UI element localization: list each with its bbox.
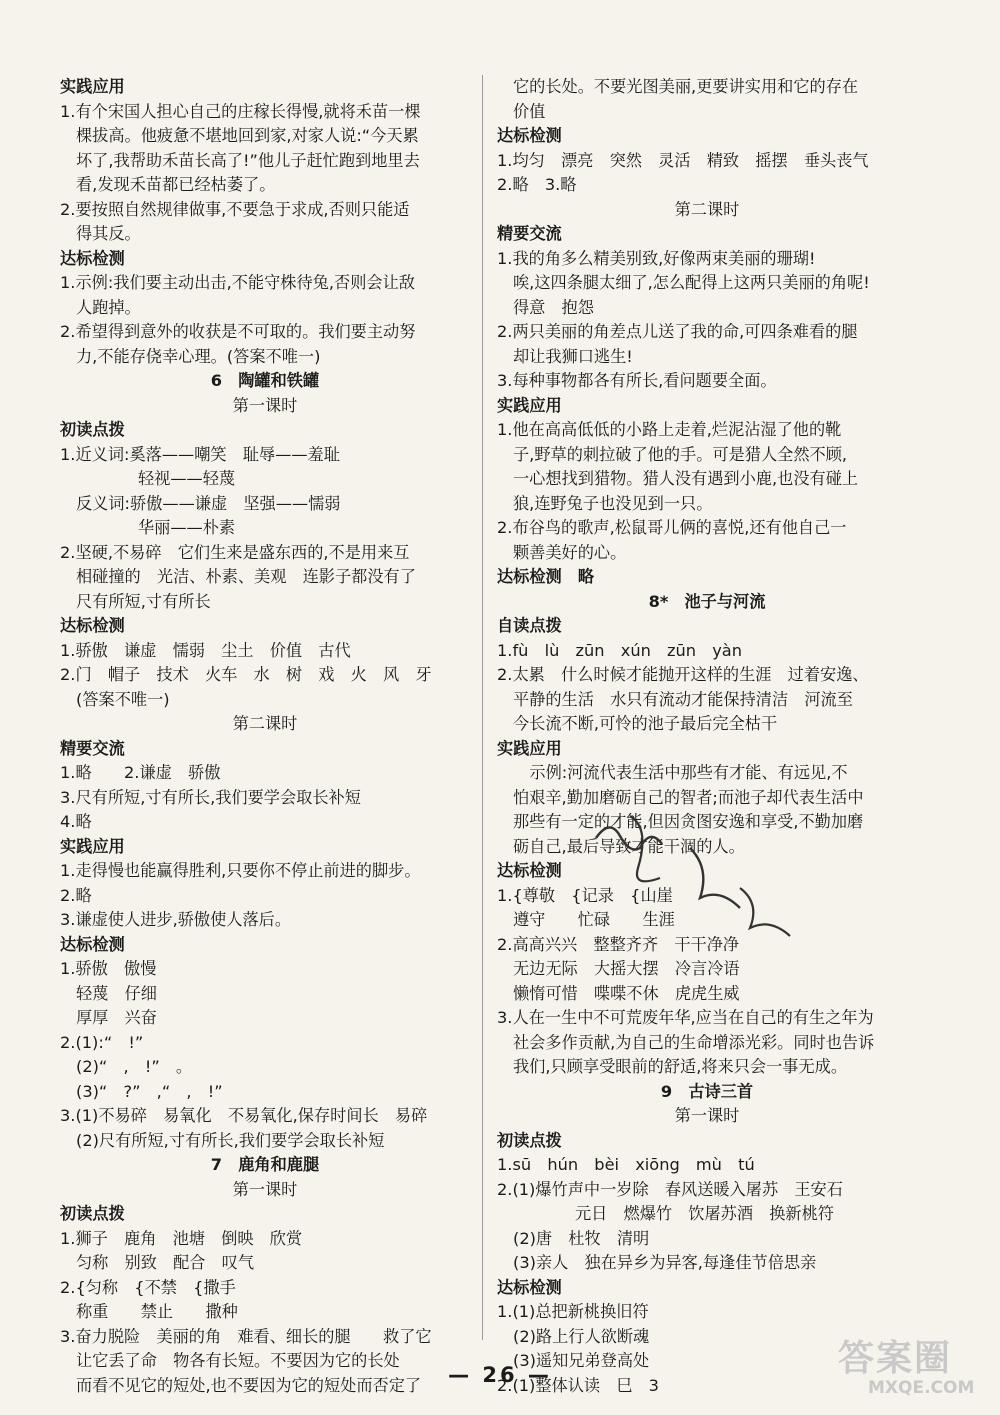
text-line: 1.示例:我们要主动出击,不能守株待兔,否则会让敌 — [60, 273, 415, 292]
text-line: 2.略 3.略 — [497, 175, 577, 194]
text-line: 3.奋力脱险 美丽的角 难看、细长的腿 救了它 — [60, 1326, 432, 1346]
text-line: 2.门 帽子 技术 火车 水 树 戏 火 风 牙 — [60, 665, 432, 684]
text-line: 看,发现禾苗都已经枯萎了。 — [76, 175, 276, 194]
text-line: 2.(1)爆竹声中一岁除 春风送暖入屠苏 王安石 — [497, 1179, 843, 1199]
text-line: 社会多作贡献,为自己的生命增添光彩。同时也告诉 — [513, 1032, 875, 1052]
text-line: 匀称 别致 配合 叹气 — [76, 1253, 255, 1272]
text-line: (答案不唯一) — [76, 689, 170, 709]
page-number: — 26 — — [448, 1363, 552, 1387]
text-line: 力,不能存侥幸心理。(答案不唯一) — [76, 346, 321, 366]
section-heading: 达标检测 — [497, 126, 562, 145]
section-heading: 达标检测 — [60, 934, 125, 954]
text-line: 价值 — [513, 101, 546, 121]
section-heading: 7 鹿角和鹿腿 — [210, 1155, 320, 1174]
text-line: 尺有所短,寸有所长 — [76, 591, 211, 611]
text-line: 1.sū hún bèi xiōng mù tú — [497, 1155, 755, 1174]
text-line: 1.fù lù zūn xún zūn yàn — [497, 640, 742, 660]
text-line: 1.我的角多么精美别致,好像两束美丽的珊瑚! — [497, 248, 816, 268]
text-line: (3)“ ?” ,“ , !” — [76, 1081, 223, 1101]
text-line: 人跑掉。 — [76, 297, 141, 317]
text-line: 得其反。 — [76, 224, 141, 243]
text-line: 遵守 忙碌 生涯 — [513, 910, 675, 929]
text-line: 2.高高兴兴 整整齐齐 干干净净 — [497, 934, 740, 954]
text-line: 坏了,我帮助禾苗长高了!”他儿子赶忙跑到地里去 — [76, 150, 420, 170]
text-line: 1.骄傲 傲慢 — [60, 959, 157, 978]
text-line: 第一课时 — [674, 1106, 740, 1125]
text-line: 3.(1)不易碎 易氧化 不易氧化,保存时间长 易碎 — [60, 1106, 428, 1125]
text-line: 2.太累 什么时候才能抛开这样的生涯 过着安逸、 — [497, 665, 869, 684]
text-line: 1.狮子 鹿角 池塘 倒映 欣赏 — [60, 1228, 303, 1248]
text-line: 1.有个宋国人担心自己的庄稼长得慢,就将禾苗一棵 — [60, 101, 421, 121]
text-line: 怕艰辛,勤加磨砺自己的智者;而池子却代表生活中 — [513, 787, 864, 807]
text-line: 3.尺有所短,寸有所长,我们要学会取长补短 — [60, 787, 361, 807]
section-heading: 实践应用 — [497, 395, 562, 415]
text-line: 3.人在一生中不可荒废年华,应当在自己的有生之年为 — [497, 1008, 874, 1027]
section-heading: 达标检测 — [497, 861, 562, 880]
text-line: 2.{匀称 {不禁 {撒手 — [60, 1277, 236, 1297]
text-line: 让它丢了命 物各有长短。不要因为它的长处 — [76, 1351, 400, 1370]
text-line: 2.(1)整体认读 巳 3 — [497, 1375, 659, 1395]
text-line: 我们,只顾享受眼前的舒适,将来只会一事无成。 — [513, 1057, 848, 1076]
section-heading: 达标检测 — [60, 248, 125, 268]
text-line: 那些有一定的才能,但因贪图安逸和享受,不勤加磨 — [513, 812, 864, 831]
text-line: 狼,连野兔子也没见到一只。 — [513, 493, 713, 513]
section-heading: 精要交流 — [60, 738, 125, 758]
text-line: 棵拔高。他疲惫不堪地回到家,对家人说:“今天累 — [76, 126, 419, 145]
handwritten-scribble — [590, 808, 810, 948]
text-line: 示例:河流代表生活中那些有才能、有远见,不 — [529, 763, 848, 782]
section-heading: 初读点拨 — [497, 1130, 562, 1150]
text-line: 厚厚 兴奋 — [76, 1008, 157, 1027]
text-line: 颗善美好的心。 — [513, 542, 627, 562]
text-line: 它的长处。不要光图美丽,更要讲实用和它的存在 — [513, 77, 859, 96]
right-column — [497, 75, 917, 1398]
text-line: 第二课时 — [232, 714, 298, 733]
text-line: 2.布谷鸟的歌声,松鼠哥儿俩的喜悦,还有他自己一 — [497, 518, 847, 537]
text-line: 而看不见它的短处,也不要因为它的短处而否定了 — [76, 1375, 422, 1395]
section-heading: 实践应用 — [60, 836, 125, 856]
text-line: 1.骄傲 谦虚 懦弱 尘土 价值 古代 — [60, 640, 351, 660]
text-line: 3.谦虚使人进步,骄傲使人落后。 — [60, 910, 292, 929]
section-heading: 9 古诗三首 — [660, 1081, 754, 1101]
text-line: 第一课时 — [232, 395, 298, 415]
section-heading: 初读点拨 — [60, 1204, 125, 1223]
text-line: 1.(1)总把新桃换旧符 — [497, 1302, 649, 1321]
section-heading: 达标检测 略 — [497, 567, 595, 586]
text-line: 无边无际 大摇大摆 冷言冷语 — [513, 959, 740, 978]
text-line: 相碰撞的 光洁、朴素、美观 连影子都没有了 — [76, 567, 416, 586]
watermark-url: MXQE.COM — [868, 1378, 975, 1398]
text-line: 轻视——轻蔑 — [138, 469, 236, 488]
text-line: 1.略 2.谦虚 骄傲 — [60, 763, 221, 782]
text-line: 今长流不断,可怜的池子最后完全枯干 — [513, 714, 778, 733]
text-line: 4.略 — [60, 812, 92, 831]
section-heading: 精要交流 — [497, 224, 562, 243]
text-line: 得意 抱怨 — [513, 297, 594, 317]
text-line: 2.希望得到意外的收获是不可取的。我们要主动努 — [60, 322, 416, 341]
text-line: 第二课时 — [674, 199, 740, 219]
text-line: 第一课时 — [232, 1179, 298, 1199]
watermark-logo: 答案圈 — [838, 1338, 953, 1379]
column-divider — [482, 75, 483, 1340]
text-line: 元日 燃爆竹 饮屠苏酒 换新桃符 — [575, 1204, 834, 1223]
text-line: 砺自己,最后导致才能干涸的人。 — [513, 836, 745, 856]
text-line: 懒惰可惜 喋喋不休 虎虎生威 — [513, 983, 740, 1003]
left-column — [60, 75, 470, 1398]
section-heading: 达标检测 — [497, 1277, 562, 1297]
text-line: 2.要按照自然规律做事,不要急于求成,否则只能适 — [60, 199, 410, 219]
text-line: 1.均匀 漂亮 突然 灵活 精致 摇摆 垂头丧气 — [497, 150, 869, 170]
text-line: 称重 禁止 撒种 — [76, 1302, 238, 1321]
text-line: (3)亲人 独在异乡为异客,每逢佳节倍思亲 — [513, 1253, 817, 1272]
section-heading: 6 陶罐和铁罐 — [210, 371, 320, 390]
text-line: (2)尺有所短,寸有所长,我们要学会取长补短 — [76, 1130, 385, 1150]
text-line: 却让我狮口逃生! — [513, 346, 633, 366]
text-line: 一心想找到猎物。猎人没有遇到小鹿,也没有碰上 — [513, 469, 859, 488]
text-line: 2.坚硬,不易碎 它们生来是盛东西的,不是用来互 — [60, 542, 410, 562]
text-line: 华丽——朴素 — [138, 518, 236, 537]
text-line: 1.{尊敬 {记录 {山崖 — [497, 885, 673, 905]
text-line: (3)遥知兄弟登高处 — [513, 1351, 650, 1370]
section-heading: 实践应用 — [60, 77, 125, 96]
section-heading: 初读点拨 — [60, 420, 125, 439]
text-line: 反义词:骄傲——谦虚 坚强——懦弱 — [76, 493, 341, 513]
text-line: 1.走得慢也能赢得胜利,只要你不停止前进的脚步。 — [60, 861, 421, 880]
text-line: 平静的生活 水只有流动才能保持清洁 河流至 — [513, 689, 853, 709]
section-heading: 实践应用 — [497, 738, 562, 758]
text-line: 2.(1):“ !” — [60, 1032, 144, 1052]
text-line: 唉,这四条腿太细了,怎么配得上这两只美丽的角呢! — [513, 273, 870, 292]
text-line: 轻蔑 仔细 — [76, 983, 157, 1003]
text-line: (2)“ , !” 。 — [76, 1057, 193, 1076]
text-line: 1.他在高高低低的小路上走着,烂泥沾湿了他的靴 — [497, 420, 842, 439]
text-line: (2)唐 杜牧 清明 — [513, 1228, 650, 1248]
text-line: (2)路上行人欲断魂 — [513, 1326, 650, 1346]
text-line: 1.近义词:奚落——嘲笑 耻辱——羞耻 — [60, 444, 340, 464]
text-line: 2.两只美丽的角差点儿送了我的命,可四条难看的腿 — [497, 322, 858, 341]
section-heading: 达标检测 — [60, 616, 125, 635]
text-line: 2.略 — [60, 885, 92, 905]
text-line: 3.每种事物都各有所长,看问题要全面。 — [497, 371, 777, 390]
section-heading: 8* 池子与河流 — [648, 591, 766, 611]
section-heading: 自读点拨 — [497, 616, 562, 635]
text-line: 子,野草的刺拉破了他的手。可是猎人全然不顾, — [513, 444, 848, 464]
